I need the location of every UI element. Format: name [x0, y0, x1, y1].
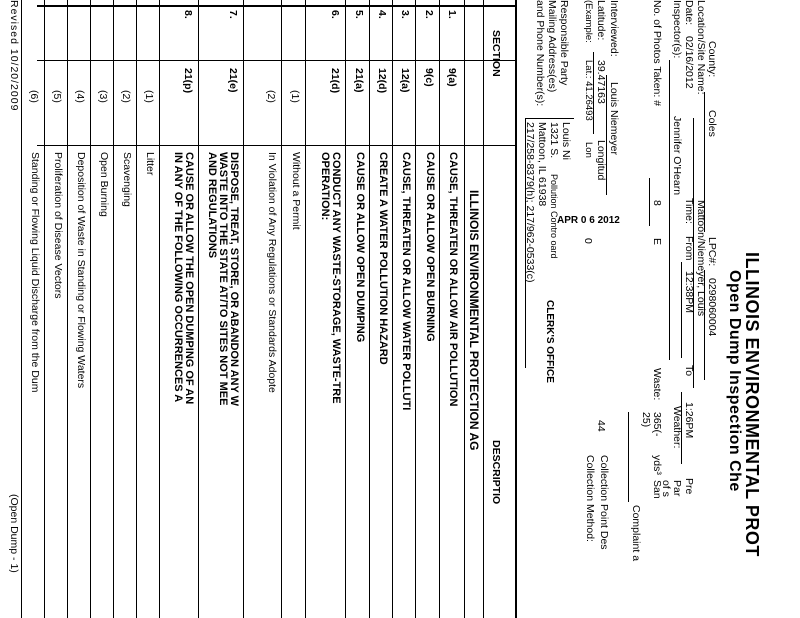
row-description-line-2: OPERATION: [319, 152, 331, 221]
table-row [113, 0, 137, 618]
table-row [198, 0, 244, 618]
row-section: (3) [97, 90, 109, 103]
row-description: CAUSE, THREATEN OR ALLOW AIR POLLUTION [447, 152, 459, 407]
row-description: CONDUCT ANY WASTE-STORAGE, WASTE-TRE [330, 152, 342, 404]
table-row [21, 0, 45, 618]
row-section: 9(a) [446, 68, 458, 87]
table-row [44, 0, 68, 618]
row-description: Standing or Flowing Liquid Discharge from the Dum [29, 152, 41, 393]
collection-method-label: Collection Method: [584, 455, 596, 542]
photos-partial: E [651, 238, 663, 246]
row-section: (1) [289, 90, 301, 103]
table-row [136, 0, 160, 618]
interviewed-value: Louis Niemeyer [608, 82, 620, 155]
row-description: CREATE A WATER POLLUTION HAZARD [377, 152, 389, 365]
table-row [243, 0, 282, 618]
table-row [281, 0, 306, 618]
row-section: (2) [265, 90, 277, 103]
row-number: 4. [376, 10, 388, 19]
row-section: 21(a) [353, 68, 365, 93]
example-latitude: Lat.: 41.26493 [583, 60, 594, 121]
row-section: 21(e) [227, 68, 239, 93]
row-description-line-2: IN ANY OF THE FOLLOWING OCCURRENCES A [172, 152, 184, 403]
weather-partial-1: Par [671, 480, 683, 497]
photos-underline [649, 178, 650, 226]
row-section: (2) [120, 90, 132, 103]
agency-heading: ILLINOIS ENVIRONMENTAL PROTECTION AG [467, 190, 481, 451]
photos-value: 8 [651, 200, 663, 206]
row-number: 1. [446, 10, 458, 19]
waste-label: Waste: [651, 368, 663, 401]
table-row [67, 0, 91, 618]
location-label: Location/Site Name: [695, 0, 707, 95]
row-description: Without a Permit [290, 152, 302, 230]
photos-label: No. of Photos Taken: # [651, 0, 663, 107]
section-column-header: SECTION [490, 30, 502, 77]
row-description: In Violation of Any Regulations or Standards Adopte [266, 152, 278, 393]
table-row [345, 0, 370, 618]
row-section: 12(d) [376, 68, 388, 94]
row-section: (4) [74, 90, 86, 103]
inspectors-underline [669, 60, 670, 360]
row-description: CAUSE OR ALLOW OPEN BURNING [424, 152, 436, 342]
table-row [369, 0, 393, 618]
description-column-header: DESCRIPTIO [490, 440, 502, 505]
waste-value-1: 365(- [651, 412, 663, 437]
responsible-phone: 217/258-8379(h); 217/962-0533(c) [524, 122, 536, 283]
county-label: County: [706, 41, 718, 78]
revised-date: Revised 10/20/2009 [8, 0, 20, 112]
longitude-label: Longitud [595, 140, 607, 181]
waste-value-2: 25) [640, 412, 652, 428]
document-subtitle: Open Dump Inspection Che [726, 270, 743, 492]
waste-unit: yds³ [651, 455, 663, 475]
row-number: 8. [182, 10, 194, 19]
table-top-border [515, 0, 517, 618]
table-row [305, 0, 346, 618]
time-from-value: 12:38PM [683, 271, 695, 314]
row-number: 5. [353, 10, 365, 19]
table-row [439, 0, 463, 618]
inspectors-label: Inspector(s): [671, 0, 683, 59]
complaint-underline [628, 412, 629, 502]
previous-inspection-partial: Pre [683, 478, 695, 495]
table-header-bottom-border [483, 0, 484, 618]
lpc-value: 0298060004 [706, 278, 718, 337]
example-label: (Example: [583, 0, 594, 43]
row-description: DISPOSE, TREAT, STORE, OR ABANDON ANY W [228, 152, 240, 407]
time-to-label: To [683, 365, 695, 377]
row-description: CAUSE OR ALLOW THE OPEN DUMPING OF AN [183, 152, 195, 405]
phone-numbers-label: and Phone Number(s): [534, 0, 546, 107]
latitude-label: Latitude: [595, 0, 607, 41]
form-name: (Open Dump - 1) [8, 494, 20, 573]
clerks-office-stamp: CLERK'S OFFICE [544, 300, 555, 383]
agency-heading-border [464, 0, 465, 618]
weather-label: Weather: [671, 406, 683, 449]
weather-partial-2: of s [660, 480, 672, 497]
location-value: Mattoon/Niemeyer, Louis [695, 200, 707, 317]
mailing-address-label: Mailing Address(es) [546, 0, 558, 93]
row-number: 6. [329, 10, 341, 19]
row-number: 7. [227, 10, 239, 19]
inspectors-value: Jennifer O'Hearn [671, 116, 683, 196]
time-to-value: 1:26PM [683, 402, 695, 439]
table-row [90, 0, 114, 618]
responsible-city: Mattoon, IL 61938 [536, 122, 548, 207]
row-description: Scavenging [121, 152, 133, 207]
time-label: Time: [683, 198, 695, 224]
row-section: 12(a) [399, 68, 411, 93]
collection-point-label: Collection Point Des [598, 455, 610, 550]
table-row [415, 0, 440, 618]
responsible-box-bottom [525, 118, 526, 368]
complaint-label: Complaint a [630, 505, 642, 562]
waste-partial: San [651, 480, 663, 499]
row-section: (1) [143, 90, 155, 103]
county-value: Coles [706, 110, 718, 137]
time-from-underline [681, 262, 682, 358]
received-date-stamp: APR 0 6 2012 [557, 215, 620, 226]
row-description-line-2: WASTE INTO THE STATE AT/TO SITES NOT MEE [217, 152, 229, 406]
row-section: 9(c) [423, 68, 435, 87]
row-description: Proliferation of Disease Vectors [52, 152, 64, 299]
row-description: Litter [144, 152, 156, 176]
date-label: Date: [683, 0, 695, 26]
table-row [159, 0, 199, 618]
row-description-line-3: AND REGULATIONS [206, 152, 218, 259]
document-title: ILLINOIS ENVIRONMENTAL PROT [742, 252, 762, 557]
latitude-value: 39.47163 [595, 60, 607, 104]
row-number: 3. [399, 10, 411, 19]
row-description: Open Burning [98, 152, 110, 217]
row-section: (5) [51, 90, 63, 103]
responsible-name: Louis Ni [560, 122, 572, 160]
longitude-value: 44 [595, 420, 607, 432]
row-description: CAUSE, THREATEN OR ALLOW WATER POLLUTI [400, 152, 412, 411]
interviewed-label: Interviewed: [608, 0, 620, 57]
row-description: CAUSE OR ALLOW OPEN DUMPING [354, 152, 366, 343]
date-value: 02/16/2012 [683, 36, 695, 89]
responsible-party-label: Responsible Party [558, 0, 570, 86]
example-longitude-value: 0 [582, 238, 594, 244]
row-number: 2. [423, 10, 435, 19]
lpc-label: LPC#: [706, 237, 718, 267]
time-from-label: From [683, 236, 695, 261]
responsible-street: 1321 S. [548, 122, 560, 159]
row-description: Deposition of Waste in Standing or Flowing Waters [75, 152, 87, 389]
example-longitude: Lon [583, 142, 594, 158]
pollution-control-stamp: Pollution Contro oard [549, 174, 559, 259]
responsible-box-left [526, 118, 574, 119]
row-section: 21(p) [182, 68, 194, 94]
row-section: (6) [28, 90, 40, 103]
row-section: 21(d) [329, 68, 341, 94]
table-row [392, 0, 416, 618]
